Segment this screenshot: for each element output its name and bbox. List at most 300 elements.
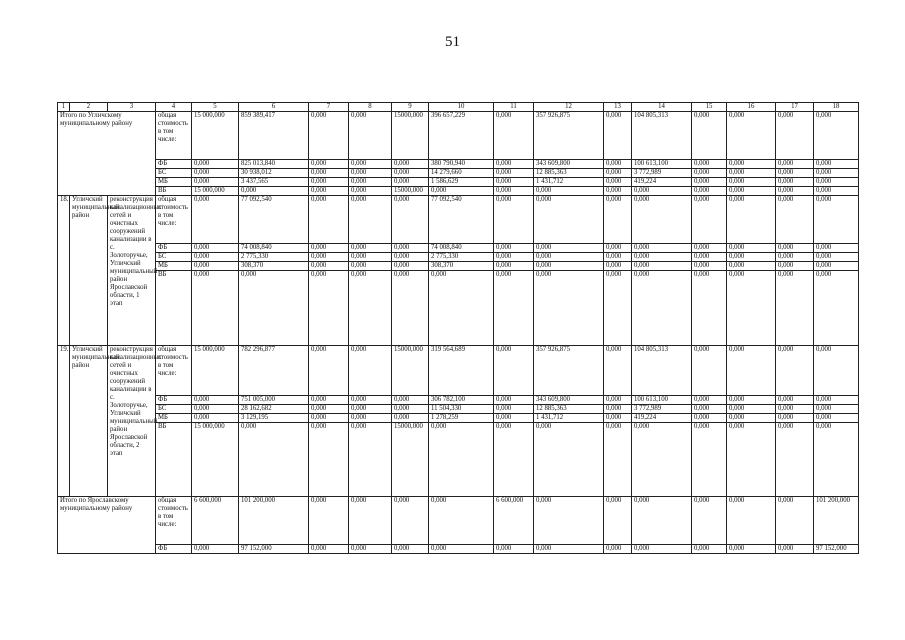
column-number-cell: 9 [392,103,429,112]
value-cell: 0,000 [429,423,494,497]
value-cell: 0,000 [604,160,632,169]
value-cell: 0,000 [392,196,429,244]
value-cell: 0,000 [534,271,604,346]
value-cell: 104 805,313 [632,112,692,160]
value-cell: 0,000 [632,187,692,196]
value-cell: 0,000 [534,497,604,545]
value-cell: 0,000 [392,396,429,405]
value-cell: 0,000 [429,545,494,554]
value-cell: 0,000 [349,244,392,253]
value-cell: 15 000,000 [192,346,239,396]
value-cell: 0,000 [776,497,814,545]
value-cell: 419,224 [632,178,692,187]
value-cell: 0,000 [392,262,429,271]
value-cell: 0,000 [239,423,309,497]
value-cell: 97 152,000 [814,545,859,554]
value-cell: 12 885,363 [534,169,604,178]
value-cell: 0,000 [632,262,692,271]
value-cell: 0,000 [392,244,429,253]
item-number: 18. [58,196,70,346]
value-cell: 0,000 [776,545,814,554]
value-cell: 0,000 [429,187,494,196]
item-number: 19. [58,346,70,497]
value-cell: 0,000 [692,346,727,396]
value-cell: 0,000 [494,545,534,554]
value-cell: 0,000 [309,405,349,414]
column-number-cell: 5 [192,103,239,112]
value-cell: 15 000,000 [192,187,239,196]
funding-source-cell: МБ [156,178,192,187]
value-cell: 0,000 [727,112,776,160]
value-cell: 30 938,012 [239,169,309,178]
value-cell: 0,000 [814,253,859,262]
value-cell: 0,000 [192,160,239,169]
value-cell: 15000,000 [392,346,429,396]
value-cell: 0,000 [632,545,692,554]
value-cell: 0,000 [309,160,349,169]
value-cell: 0,000 [494,271,534,346]
table-row [58,396,859,405]
value-cell: 0,000 [692,396,727,405]
value-cell: 100 613,100 [632,396,692,405]
value-cell: 0,000 [349,396,392,405]
value-cell: 0,000 [814,112,859,160]
value-cell: 0,000 [814,396,859,405]
value-cell: 357 926,875 [534,346,604,396]
value-cell: 0,000 [192,253,239,262]
table-row [58,262,859,271]
value-cell: 0,000 [494,396,534,405]
value-cell: 0,000 [309,497,349,545]
value-cell: 0,000 [494,423,534,497]
value-cell: 0,000 [534,244,604,253]
value-cell: 0,000 [632,497,692,545]
value-cell: 0,000 [309,423,349,497]
funding-source-cell: БС [156,253,192,262]
value-cell: 0,000 [392,178,429,187]
value-cell: 0,000 [192,196,239,244]
column-number-cell: 7 [309,103,349,112]
value-cell: 0,000 [192,169,239,178]
value-cell: 308,370 [429,262,494,271]
value-cell: 0,000 [604,423,632,497]
value-cell: 0,000 [692,497,727,545]
value-cell: 0,000 [727,262,776,271]
value-cell: 782 296,877 [239,346,309,396]
value-cell: 0,000 [776,112,814,160]
value-cell: 0,000 [494,244,534,253]
value-cell: 0,000 [604,244,632,253]
value-cell: 0,000 [632,423,692,497]
value-cell: 0,000 [534,262,604,271]
value-cell: 0,000 [192,396,239,405]
value-cell: 319 564,689 [429,346,494,396]
value-cell: 0,000 [309,271,349,346]
value-cell: 0,000 [392,545,429,554]
column-number-cell: 4 [156,103,192,112]
value-cell: 0,000 [349,545,392,554]
value-cell: 0,000 [392,405,429,414]
value-cell: 0,000 [727,414,776,423]
value-cell: 101 200,000 [239,497,309,545]
value-cell: 0,000 [604,196,632,244]
value-cell: 0,000 [309,346,349,396]
value-cell: 0,000 [494,112,534,160]
table-row [58,423,859,497]
value-cell: 15000,000 [392,423,429,497]
value-cell: 100 613,100 [632,160,692,169]
value-cell: 0,000 [429,271,494,346]
value-cell: 0,000 [604,396,632,405]
funding-source-cell: ФБ [156,244,192,253]
value-cell: 77 092,540 [429,196,494,244]
column-number-cell: 13 [604,103,632,112]
value-cell: 0,000 [309,545,349,554]
value-cell: 0,000 [604,414,632,423]
value-cell: 0,000 [604,253,632,262]
value-cell: 0,000 [776,271,814,346]
value-cell: 0,000 [727,497,776,545]
value-cell: 0,000 [494,262,534,271]
value-cell: 825 013,840 [239,160,309,169]
value-cell: 343 609,800 [534,160,604,169]
value-cell: 0,000 [692,545,727,554]
total-label: Итого по Ярославскому муниципальному району [58,497,156,554]
value-cell: 751 005,000 [239,396,309,405]
value-cell: 0,000 [494,160,534,169]
funding-source-cell: ВБ [156,423,192,497]
budget-table-container [57,102,850,554]
value-cell: 0,000 [727,271,776,346]
value-cell: 0,000 [604,405,632,414]
value-cell: 0,000 [349,271,392,346]
value-cell: 0,000 [727,423,776,497]
value-cell: 2 775,330 [429,253,494,262]
value-cell: 0,000 [309,414,349,423]
column-number-cell: 15 [692,103,727,112]
value-cell: 28 162,682 [239,405,309,414]
value-cell: 0,000 [192,405,239,414]
value-cell: 15 000,000 [192,112,239,160]
value-cell: 0,000 [814,178,859,187]
table-row [58,169,859,178]
table-row [58,160,859,169]
value-cell: 0,000 [604,497,632,545]
value-cell: 0,000 [239,271,309,346]
column-number-cell: 16 [727,103,776,112]
value-cell: 15000,000 [392,112,429,160]
value-cell: 0,000 [534,423,604,497]
table-row [58,196,859,244]
page-number: 51 [445,34,460,50]
value-cell: 0,000 [776,405,814,414]
column-number-cell: 11 [494,103,534,112]
value-cell: 12 885,363 [534,405,604,414]
value-cell: 1 431,712 [534,414,604,423]
value-cell: 0,000 [309,187,349,196]
value-cell: 0,000 [776,187,814,196]
value-cell: 0,000 [192,414,239,423]
value-cell: 0,000 [692,414,727,423]
table-row [58,271,859,346]
value-cell: 0,000 [534,253,604,262]
value-cell: 0,000 [776,262,814,271]
value-cell: 0,000 [392,271,429,346]
value-cell: 0,000 [692,262,727,271]
value-cell: 3 129,195 [239,414,309,423]
value-cell: 0,000 [604,262,632,271]
value-cell: 0,000 [604,178,632,187]
value-cell: 0,000 [349,262,392,271]
value-cell: 0,000 [776,414,814,423]
value-cell: 0,000 [776,253,814,262]
value-cell: 0,000 [727,196,776,244]
funding-source-cell: ВБ [156,187,192,196]
item-description: реконструкция канализационных сетей и очистных сооружений канализации в с. Золоторучье, Угличский муниципальный район Ярославской области, 1 этап [108,196,156,346]
value-cell: 0,000 [692,423,727,497]
value-cell: 0,000 [727,253,776,262]
value-cell: 0,000 [349,346,392,396]
table-row [58,414,859,423]
budget-table [57,102,859,554]
funding-source-cell: общая стоимость в том числе: [156,196,192,244]
value-cell: 3 772,989 [632,405,692,414]
value-cell: 0,000 [494,414,534,423]
table-row [58,178,859,187]
value-cell: 0,000 [776,244,814,253]
value-cell: 0,000 [392,414,429,423]
funding-source-cell: БС [156,169,192,178]
value-cell: 0,000 [494,346,534,396]
value-cell: 0,000 [309,253,349,262]
value-cell: 77 092,540 [239,196,309,244]
value-cell: 0,000 [429,497,494,545]
value-cell: 0,000 [534,545,604,554]
column-number-cell: 12 [534,103,604,112]
value-cell: 0,000 [494,187,534,196]
value-cell: 0,000 [692,160,727,169]
column-number-cell: 8 [349,103,392,112]
value-cell: 0,000 [309,112,349,160]
value-cell: 97 152,000 [239,545,309,554]
value-cell: 104 805,313 [632,346,692,396]
total-label: Итого по Угличскому муниципальному району [58,112,156,196]
table-row [58,497,859,545]
column-number-cell: 18 [814,103,859,112]
value-cell: 101 200,000 [814,497,859,545]
value-cell: 0,000 [392,160,429,169]
value-cell: 74 008,840 [429,244,494,253]
column-number-cell: 3 [108,103,156,112]
table-body [58,103,859,554]
value-cell: 0,000 [604,346,632,396]
value-cell: 0,000 [814,196,859,244]
funding-source-cell: ФБ [156,160,192,169]
column-number-cell: 10 [429,103,494,112]
value-cell: 0,000 [192,271,239,346]
value-cell: 15 000,000 [192,423,239,497]
value-cell: 3 772,989 [632,169,692,178]
funding-source-cell: общая стоимость в том числе: [156,112,192,160]
value-cell: 0,000 [349,414,392,423]
value-cell: 0,000 [349,423,392,497]
column-number-cell: 1 [58,103,70,112]
table-row [58,244,859,253]
column-number-cell: 2 [70,103,108,112]
value-cell: 0,000 [604,271,632,346]
value-cell: 419,224 [632,414,692,423]
value-cell: 0,000 [814,187,859,196]
funding-source-cell: МБ [156,262,192,271]
funding-source-cell: МБ [156,414,192,423]
value-cell: 308,370 [239,262,309,271]
value-cell: 0,000 [494,253,534,262]
value-cell: 0,000 [349,196,392,244]
funding-source-cell: общая стоимость в том числе: [156,497,192,545]
value-cell: 0,000 [192,178,239,187]
value-cell: 859 389,417 [239,112,309,160]
column-number-row [58,103,859,112]
table-row [58,346,859,396]
value-cell: 0,000 [776,346,814,396]
value-cell: 0,000 [814,244,859,253]
value-cell: 0,000 [494,405,534,414]
value-cell: 0,000 [392,169,429,178]
value-cell: 0,000 [692,187,727,196]
value-cell: 0,000 [309,244,349,253]
value-cell: 0,000 [632,244,692,253]
value-cell: 0,000 [309,196,349,244]
value-cell: 0,000 [776,396,814,405]
value-cell: 0,000 [604,545,632,554]
value-cell: 0,000 [814,346,859,396]
value-cell: 2 775,330 [239,253,309,262]
value-cell: 0,000 [349,497,392,545]
value-cell: 0,000 [632,271,692,346]
value-cell: 0,000 [534,187,604,196]
value-cell: 0,000 [776,178,814,187]
value-cell: 0,000 [692,271,727,346]
value-cell: 0,000 [814,414,859,423]
value-cell: 0,000 [604,112,632,160]
value-cell: 0,000 [309,178,349,187]
item-district: Угличский муниципальный район [70,196,108,346]
value-cell: 1 586,629 [429,178,494,187]
value-cell: 6 600,000 [494,497,534,545]
funding-source-cell: общая стоимость в том числе: [156,346,192,396]
value-cell: 0,000 [239,187,309,196]
value-cell: 74 008,840 [239,244,309,253]
value-cell: 380 790,940 [429,160,494,169]
value-cell: 11 504,330 [429,405,494,414]
value-cell: 0,000 [776,423,814,497]
value-cell: 306 782,100 [429,396,494,405]
value-cell: 0,000 [814,262,859,271]
value-cell: 0,000 [727,187,776,196]
value-cell: 0,000 [632,253,692,262]
value-cell: 0,000 [814,405,859,414]
item-district: Угличский муниципальный район [70,346,108,497]
value-cell: 0,000 [727,396,776,405]
value-cell: 0,000 [349,169,392,178]
value-cell: 0,000 [814,160,859,169]
column-number-cell: 17 [776,103,814,112]
value-cell: 0,000 [494,178,534,187]
value-cell: 0,000 [349,253,392,262]
funding-source-cell: ФБ [156,545,192,554]
value-cell: 0,000 [727,169,776,178]
value-cell: 0,000 [776,169,814,178]
value-cell: 0,000 [814,271,859,346]
value-cell: 0,000 [604,187,632,196]
value-cell: 0,000 [692,253,727,262]
value-cell: 396 657,229 [429,112,494,160]
value-cell: 0,000 [534,196,604,244]
value-cell: 0,000 [814,169,859,178]
value-cell: 0,000 [604,169,632,178]
table-row [58,112,859,160]
value-cell: 0,000 [727,160,776,169]
value-cell: 15000,000 [392,187,429,196]
value-cell: 0,000 [392,253,429,262]
funding-source-cell: БС [156,405,192,414]
value-cell: 0,000 [632,196,692,244]
value-cell: 343 609,800 [534,396,604,405]
value-cell: 0,000 [692,169,727,178]
table-row [58,545,859,554]
value-cell: 0,000 [309,262,349,271]
value-cell: 0,000 [192,545,239,554]
value-cell: 0,000 [349,160,392,169]
table-row [58,187,859,196]
value-cell: 0,000 [776,196,814,244]
value-cell: 0,000 [692,112,727,160]
value-cell: 0,000 [192,244,239,253]
column-number-cell: 6 [239,103,309,112]
value-cell: 0,000 [349,112,392,160]
value-cell: 0,000 [692,405,727,414]
table-row [58,405,859,414]
value-cell: 1 278,259 [429,414,494,423]
value-cell: 0,000 [814,423,859,497]
funding-source-cell: ВБ [156,271,192,346]
value-cell: 0,000 [776,160,814,169]
value-cell: 0,000 [494,169,534,178]
value-cell: 0,000 [349,405,392,414]
value-cell: 0,000 [309,169,349,178]
value-cell: 0,000 [727,178,776,187]
value-cell: 0,000 [727,405,776,414]
value-cell: 0,000 [392,497,429,545]
value-cell: 0,000 [727,545,776,554]
value-cell: 3 437,565 [239,178,309,187]
value-cell: 0,000 [692,196,727,244]
value-cell: 0,000 [727,346,776,396]
value-cell: 0,000 [692,178,727,187]
value-cell: 0,000 [309,396,349,405]
table-row [58,253,859,262]
value-cell: 14 279,660 [429,169,494,178]
value-cell: 0,000 [192,262,239,271]
value-cell: 6 600,000 [192,497,239,545]
value-cell: 0,000 [494,196,534,244]
value-cell: 0,000 [349,187,392,196]
column-number-cell: 14 [632,103,692,112]
value-cell: 357 926,875 [534,112,604,160]
value-cell: 0,000 [349,178,392,187]
value-cell: 0,000 [727,244,776,253]
funding-source-cell: ФБ [156,396,192,405]
